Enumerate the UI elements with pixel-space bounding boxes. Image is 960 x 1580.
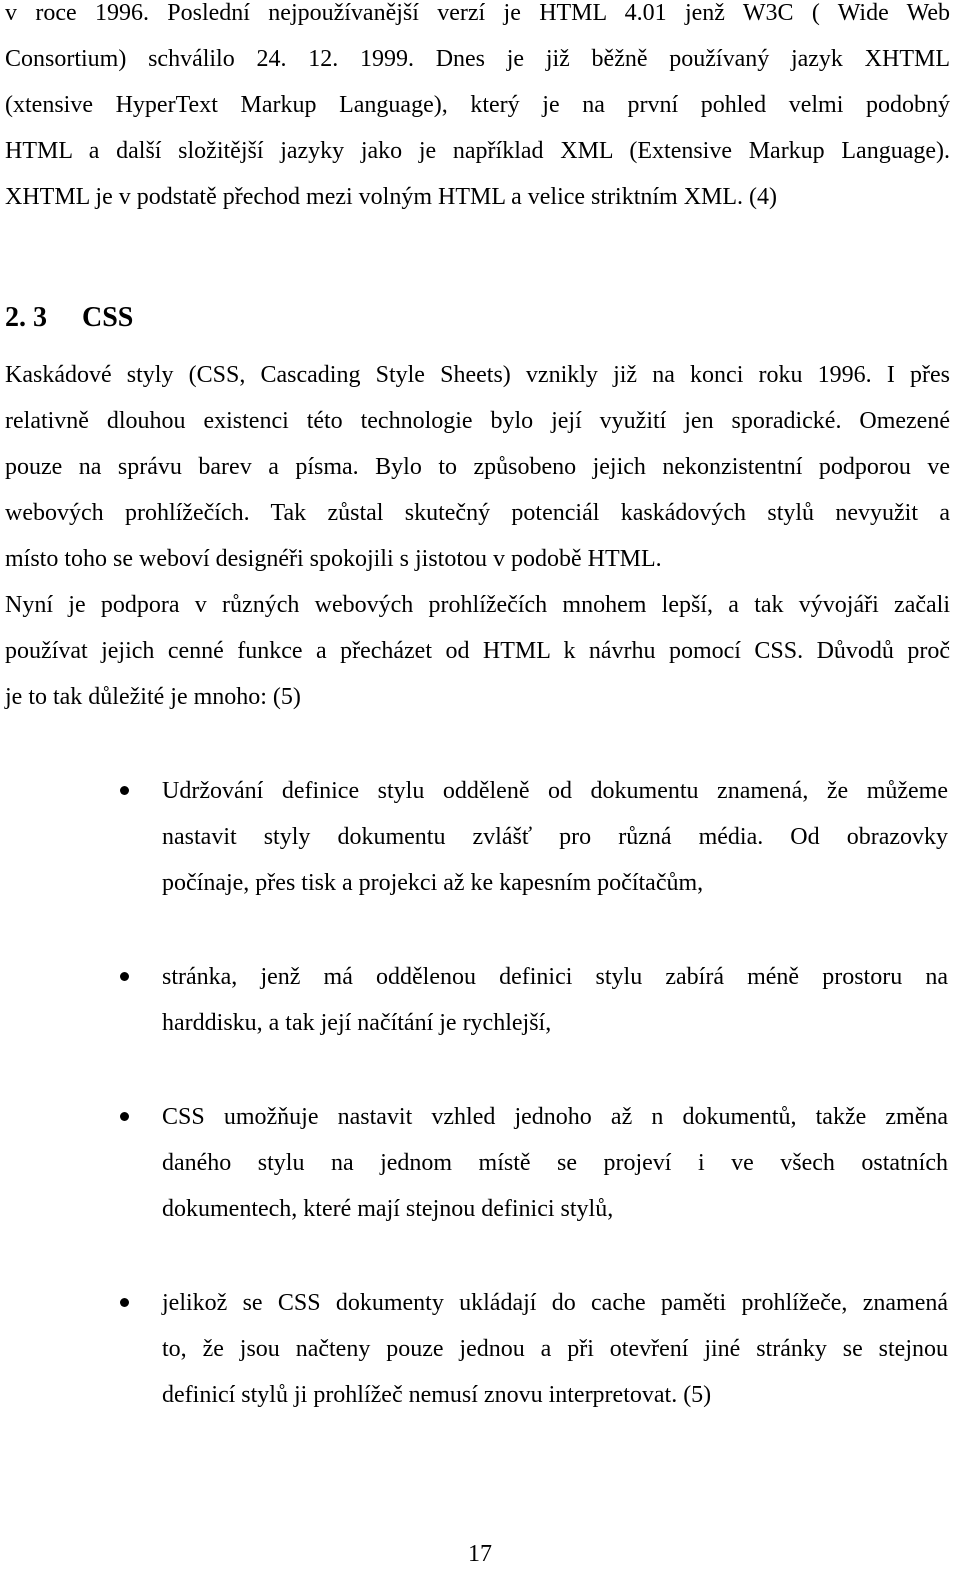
bullet-icon <box>120 972 129 981</box>
bullet-icon <box>120 1298 129 1307</box>
bullet-4-line-1: jelikož se CSS dokumenty ukládají do cache paměti prohlížeče, znamená <box>162 1290 948 1316</box>
css-paragraph-2 <box>5 582 950 720</box>
list-item-text <box>162 954 948 1046</box>
bullet-2-line-2: harddisku, a tak její načítání je rychlejší, <box>162 1010 552 1036</box>
list-item-text <box>162 1280 948 1418</box>
bullet-icon <box>120 786 129 795</box>
bullet-1-line-3: počínaje, přes tisk a projekci až ke kapesním počítačům, <box>162 870 704 896</box>
bullet-4-line-3: definicí stylů ji prohlížeč nemusí znovu interpretovat. (5) <box>162 1382 712 1408</box>
css-p1-line-3: pouze na správu barev a písma. Bylo to způsobeno jejich nekonzistentní podporou ve <box>5 454 950 480</box>
list-item-text <box>162 1094 948 1232</box>
css-p1-line-1: Kaskádové styly (CSS, Cascading Style Sheets) vznikly již na konci roku 1996. I přes <box>5 362 950 388</box>
css-paragraph-1 <box>5 352 950 582</box>
css-p1-line-4: webových prohlížečích. Tak zůstal skutečný potenciál kaskádových stylů nevyužit a <box>5 500 950 526</box>
intro-line-4: HTML a další složitější jazyky jako je například XML (Extensive Markup Language). <box>5 138 950 164</box>
bullet-3-line-2: daného stylu na jednom místě se projeví i ve všech ostatních <box>162 1150 948 1176</box>
bullet-2-line-1: stránka, jenž má oddělenou definici stylu zabírá méně prostoru na <box>162 964 948 990</box>
section-title: CSS <box>82 302 134 333</box>
intro-line-1: v roce 1996. Poslední nejpoužívanější verzí je HTML 4.01 jenž W3C ( Wide Web <box>5 0 950 26</box>
bullet-3-line-3: dokumentech, které mají stejnou definici stylů, <box>162 1196 614 1222</box>
bullet-4-line-2: to, že jsou načteny pouze jednou a při otevření jiné stránky se stejnou <box>162 1336 948 1362</box>
css-p2-line-2: používat jejich cenné funkce a přecházet od HTML k návrhu pomocí CSS. Důvodů proč <box>5 638 950 664</box>
css-p1-line-5: místo toho se weboví designéři spokojili s jistotou v podobě HTML. <box>5 546 662 572</box>
css-p2-line-1: Nyní je podpora v různých webových prohlížečích mnohem lepší, a tak vývojáři začali <box>5 592 950 618</box>
intro-line-3: (xtensive HyperText Markup Language), který je na první pohled velmi podobný <box>5 92 950 118</box>
list-item-text <box>162 768 948 906</box>
bullet-3-line-1: CSS umožňuje nastavit vzhled jednoho až n dokumentů, takže změna <box>162 1104 948 1130</box>
section-number: 2. 3 <box>5 302 47 333</box>
intro-paragraph <box>5 0 950 220</box>
intro-line-2: Consortium) schválilo 24. 12. 1999. Dnes je již běžně používaný jazyk XHTML <box>5 46 950 72</box>
css-p2-line-3: je to tak důležité je mnoho: (5) <box>5 684 301 710</box>
css-p1-line-2: relativně dlouhou existenci této technologie bylo její využití jen sporadické. Omezené <box>5 408 950 434</box>
page-number: 17 <box>468 1541 492 1567</box>
bullet-icon <box>120 1112 129 1121</box>
section-heading <box>5 296 133 340</box>
bullet-1-line-2: nastavit styly dokumentu zvlášť pro různá média. Od obrazovky <box>162 824 948 850</box>
bullet-1-line-1: Udržování definice stylu odděleně od dokumentu znamená, že můžeme <box>162 778 948 804</box>
intro-line-5: XHTML je v podstatě přechod mezi volným HTML a velice striktním XML. (4) <box>5 184 778 210</box>
